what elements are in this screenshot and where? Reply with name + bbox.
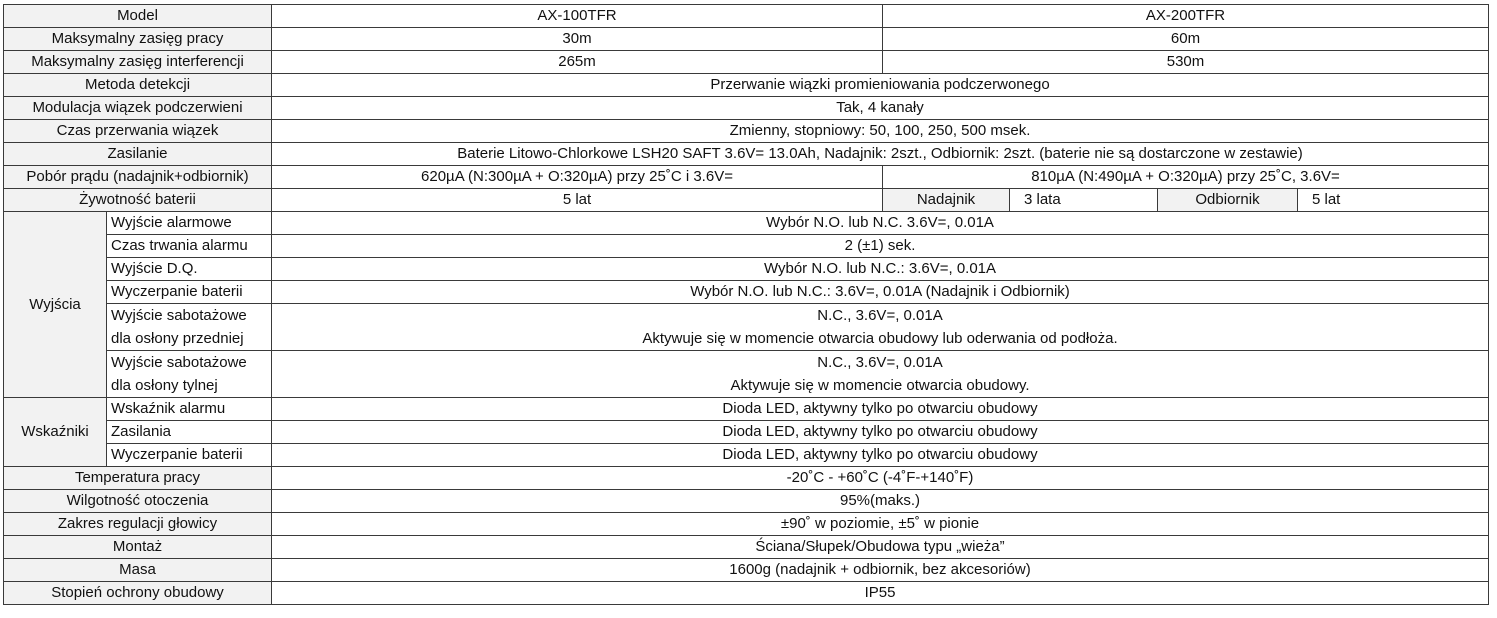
row-max-interference (4, 51, 1489, 74)
row-model (4, 5, 1489, 28)
tamper-front-label-line-2: dla osłony przedniej (111, 330, 244, 347)
max-interference-a: 265m (272, 51, 883, 74)
row-temperature (4, 467, 1489, 490)
row-current-draw (4, 166, 1489, 189)
interruption-time-value: Zmienny, stopniowy: 50, 100, 250, 500 msek. (272, 120, 1489, 143)
dq-output-value: Wybór N.O. lub N.C.: 3.6V=, 0.01A (272, 258, 1489, 281)
row-power-supply (4, 143, 1489, 166)
modulation-value: Tak, 4 kanały (272, 97, 1489, 120)
row-battery-indicator (4, 444, 1489, 467)
battery-life-rx-label: Odbiornik (1158, 189, 1298, 212)
row-humidity (4, 490, 1489, 513)
alarm-duration-label: Czas trwania alarmu (107, 235, 272, 258)
indicators-group-label: Wskaźniki (4, 398, 107, 467)
row-protection (4, 582, 1489, 605)
row-head-adjustment (4, 513, 1489, 536)
tamper-rear-label-line-2: dla osłony tylnej (111, 377, 218, 394)
weight-label: Masa (4, 559, 272, 582)
row-battery-life (4, 189, 1489, 212)
specification-table (3, 4, 1489, 605)
row-dq-output (4, 258, 1489, 281)
max-range-a: 30m (272, 28, 883, 51)
row-alarm-duration (4, 235, 1489, 258)
weight-value: 1600g (nadajnik + odbiornik, bez akcesoriów) (272, 559, 1489, 582)
battery-indicator-value: Dioda LED, aktywny tylko po otwarciu obudowy (272, 444, 1489, 467)
battery-depletion-value: Wybór N.O. lub N.C.: 3.6V=, 0.01A (Nadajnik i Odbiornik) (272, 281, 1489, 304)
alarm-output-label: Wyjście alarmowe (107, 212, 272, 235)
battery-life-rx-value: 5 lat (1298, 189, 1489, 212)
power-supply-label: Zasilanie (4, 143, 272, 166)
protection-value: IP55 (272, 582, 1489, 605)
battery-life-a: 5 lat (272, 189, 883, 212)
max-range-b: 60m (883, 28, 1489, 51)
alarm-output-value: Wybór N.O. lub N.C. 3.6V=, 0.01A (272, 212, 1489, 235)
row-mounting (4, 536, 1489, 559)
mounting-value: Ściana/Słupek/Obudowa typu „wieża” (272, 536, 1489, 559)
max-interference-label: Maksymalny zasięg interferencji (4, 51, 272, 74)
row-detection-method (4, 74, 1489, 97)
row-battery-depletion (4, 281, 1489, 304)
alarm-duration-value: 2 (±1) sek. (272, 235, 1489, 258)
row-weight (4, 559, 1489, 582)
detection-method-value: Przerwanie wiązki promieniowania podczerwonego (272, 74, 1489, 97)
outputs-group-label: Wyjścia (4, 212, 107, 398)
tamper-rear-label (107, 351, 272, 398)
tamper-front-value-1: N.C., 3.6V=, 0.01A (272, 304, 1489, 328)
head-adjustment-value: ±90˚ w poziomie, ±5˚ w pionie (272, 513, 1489, 536)
temperature-value: -20˚C - +60˚C (-4˚F-+140˚F) (272, 467, 1489, 490)
dq-output-label: Wyjście D.Q. (107, 258, 272, 281)
row-alarm-indicator (4, 398, 1489, 421)
tamper-rear-label-line-1: Wyjście sabotażowe (111, 354, 247, 371)
tamper-front-value-2: Aktywuje się w momencie otwarcia obudowy lub oderwania od podłoża. (272, 327, 1489, 351)
battery-indicator-label: Wyczerpanie baterii (107, 444, 272, 467)
model-label: Model (4, 5, 272, 28)
row-tamper-front-1 (4, 304, 1489, 328)
tamper-rear-value-1: N.C., 3.6V=, 0.01A (272, 351, 1489, 375)
spec-table-container (3, 4, 1489, 605)
battery-life-tx-value: 3 lata (1010, 189, 1158, 212)
detection-method-label: Metoda detekcji (4, 74, 272, 97)
max-range-label: Maksymalny zasięg pracy (4, 28, 272, 51)
current-draw-label: Pobór prądu (nadajnik+odbiornik) (4, 166, 272, 189)
power-supply-value: Baterie Litowo-Chlorkowe LSH20 SAFT 3.6V= 13.0Ah, Nadajnik: 2szt., Odbiornik: 2szt. (baterie nie są dostarczone w zestawie) (272, 143, 1489, 166)
battery-life-tx-label: Nadajnik (883, 189, 1010, 212)
alarm-indicator-label: Wskaźnik alarmu (107, 398, 272, 421)
current-draw-a: 620µA (N:300µA + O:320µA) przy 25˚C i 3.6V= (272, 166, 883, 189)
protection-label: Stopień ochrony obudowy (4, 582, 272, 605)
row-tamper-rear-1 (4, 351, 1489, 375)
power-indicator-label: Zasilania (107, 421, 272, 444)
row-alarm-output (4, 212, 1489, 235)
model-b: AX-200TFR (883, 5, 1489, 28)
interruption-time-label: Czas przerwania wiązek (4, 120, 272, 143)
row-modulation (4, 97, 1489, 120)
row-interruption-time (4, 120, 1489, 143)
model-a: AX-100TFR (272, 5, 883, 28)
humidity-value: 95%(maks.) (272, 490, 1489, 513)
alarm-indicator-value: Dioda LED, aktywny tylko po otwarciu obudowy (272, 398, 1489, 421)
row-max-range (4, 28, 1489, 51)
max-interference-b: 530m (883, 51, 1489, 74)
temperature-label: Temperatura pracy (4, 467, 272, 490)
tamper-front-label (107, 304, 272, 351)
modulation-label: Modulacja wiązek podczerwieni (4, 97, 272, 120)
head-adjustment-label: Zakres regulacji głowicy (4, 513, 272, 536)
mounting-label: Montaż (4, 536, 272, 559)
row-power-indicator (4, 421, 1489, 444)
tamper-front-label-line-1: Wyjście sabotażowe (111, 307, 247, 324)
current-draw-b: 810µA (N:490µA + O:320µA) przy 25˚C, 3.6V= (883, 166, 1489, 189)
battery-life-label: Żywotność baterii (4, 189, 272, 212)
humidity-label: Wilgotność otoczenia (4, 490, 272, 513)
battery-depletion-label: Wyczerpanie baterii (107, 281, 272, 304)
tamper-rear-value-2: Aktywuje się w momencie otwarcia obudowy. (272, 374, 1489, 398)
power-indicator-value: Dioda LED, aktywny tylko po otwarciu obudowy (272, 421, 1489, 444)
